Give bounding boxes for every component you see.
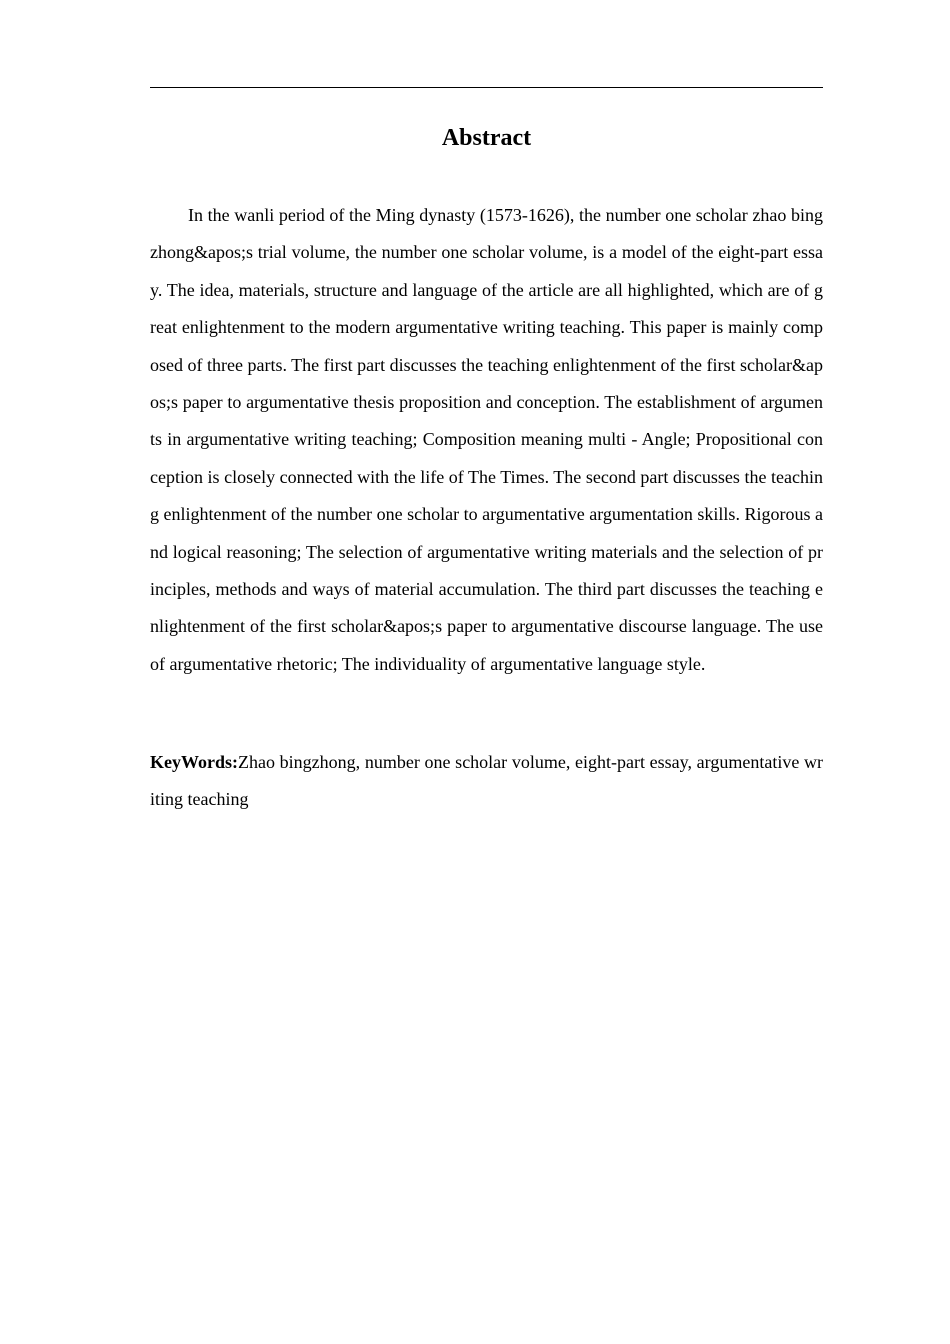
abstract-paragraph: In the wanli period of the Ming dynasty (1573-1626), the number one scholar zhao bingzhong&apos;s trial volume, the number one scholar volume, is a model of the eight-part essay. The idea, materials, structure and language of the article are all highlighted, which are of great enlightenment to the modern argumentative writing teaching. This paper is mainly composed of three parts. The first part discusses the teaching enlightenment of the first scholar&apos;s paper to argumentative thesis proposition and conception. The establishment of arguments in argumentative writing teaching; Composition meaning multi - Angle; Propositional conception is closely connected with the life of The Times. The second part discusses the teaching enlightenment of the number one scholar to argumentative argumentation skills. Rigorous and logical reasoning; The selection of argumentative writing materials and the selection of principles, methods and ways of material accumulation. The third part discusses the teaching enlightenment of the first scholar&apos;s paper to argumentative discourse language. The use of argumentative rhetoric; The individuality of argumentative language style. — [150, 205, 823, 674]
abstract-title: Abstract — [441, 125, 532, 151]
keywords-label: KeyWords: — [150, 752, 238, 772]
header-rule — [150, 87, 823, 88]
keywords-paragraph — [150, 744, 823, 819]
keywords-text: Zhao bingzhong, number one scholar volume, eight-part essay, argumentative writing teaching — [150, 752, 823, 810]
